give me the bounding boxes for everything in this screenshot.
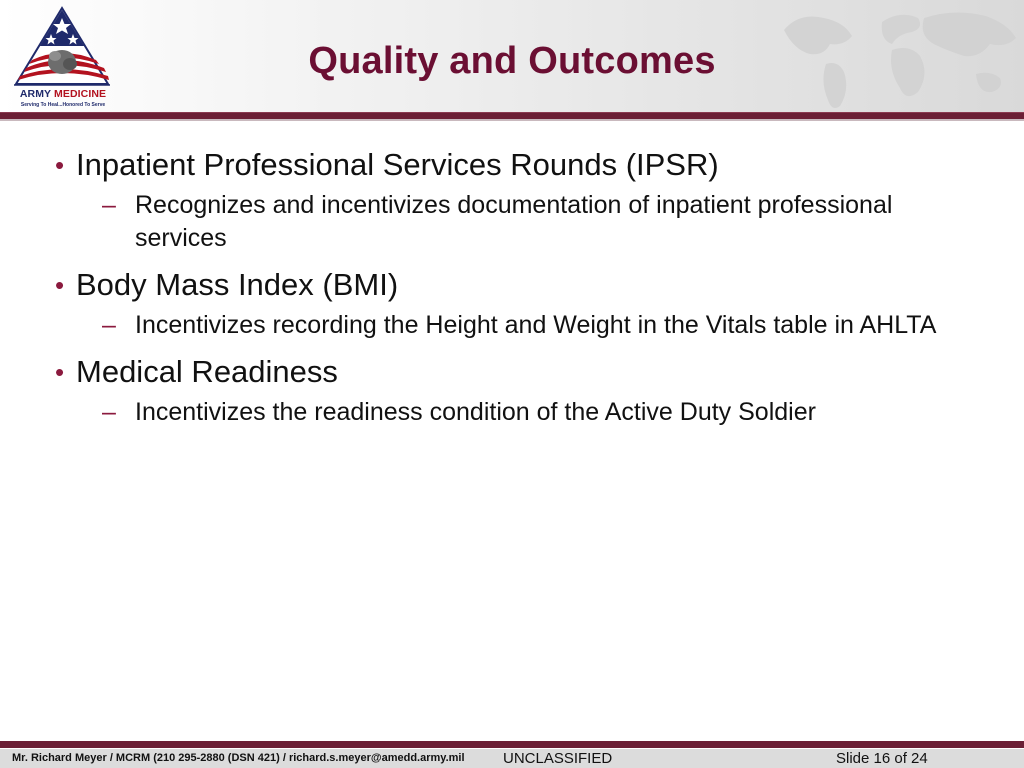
footer-presenter: Mr. Richard Meyer / MCRM (210 295-2880 (DSN 421) / richard.s.meyer@amedd.army.mil <box>12 752 465 764</box>
dash-icon: – <box>102 398 116 426</box>
bullet-medical-readiness <box>52 354 982 390</box>
slide-header <box>0 0 1024 113</box>
sub-bullet-ipsr <box>52 189 955 255</box>
bullet-dot-icon: • <box>55 357 65 387</box>
logo-name: ARMY MEDICINE <box>19 88 107 100</box>
footer-classification: UNCLASSIFIED <box>503 750 613 767</box>
sub-bullet-text: Recognizes and incentivizes documentation of inpatient professional services <box>135 191 893 252</box>
bullet-text: Body Mass Index (BMI) <box>76 267 399 302</box>
bullet-bmi <box>52 267 982 303</box>
slide-title: Quality and Outcomes <box>308 40 716 82</box>
slide-footer <box>0 748 1024 768</box>
header-divider-shadow <box>0 119 1024 121</box>
sub-bullet-text: Incentivizes recording the Height and Weight in the Vitals table in AHLTA <box>135 311 937 339</box>
footer-divider <box>0 741 1024 748</box>
bullet-text: Inpatient Professional Services Rounds (IPSR) <box>76 147 719 182</box>
dash-icon: – <box>102 191 116 219</box>
logo-tagline: Serving To Heal...Honored To Serve <box>20 102 106 108</box>
sub-bullet-text: Incentivizes the readiness condition of the Active Duty Soldier <box>135 398 816 426</box>
slide-content <box>52 147 982 441</box>
bullet-dot-icon: • <box>55 150 65 180</box>
bullet-ipsr <box>52 147 982 183</box>
dash-icon: – <box>102 311 116 339</box>
bullet-text: Medical Readiness <box>76 354 338 389</box>
bullet-dot-icon: • <box>55 270 65 300</box>
sub-bullet-bmi <box>52 309 955 342</box>
sub-bullet-medical-readiness <box>52 396 955 429</box>
footer-slide-number: Slide 16 of 24 <box>836 750 928 767</box>
